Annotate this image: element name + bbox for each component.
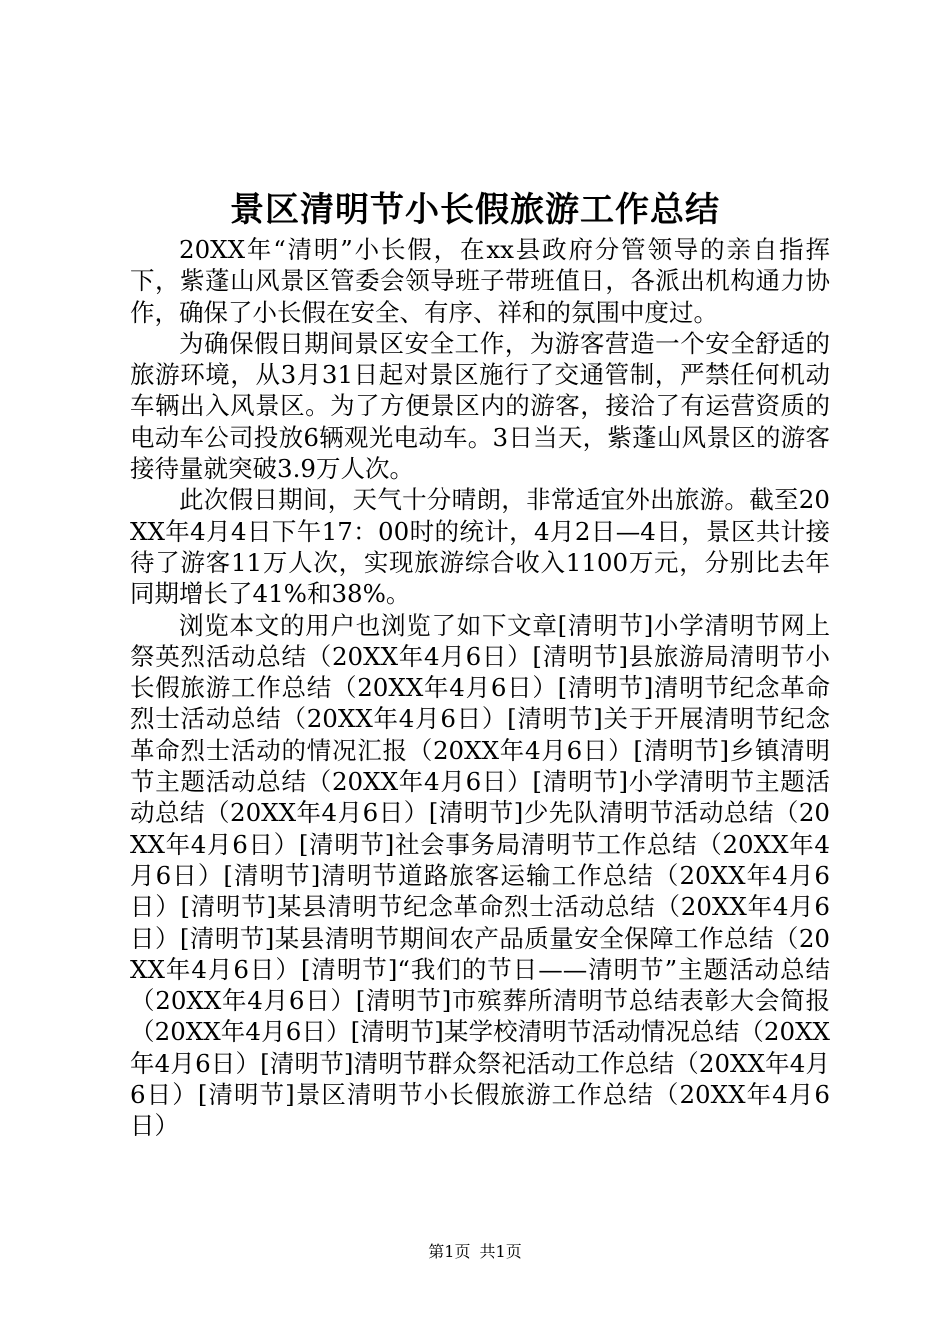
paragraph-intro: 20XX年“清明”小长假，在xx县政府分管领导的亲自指挥下，紫蓬山风景区管委会领导班子带班值日，各派出机构通力协作，确保了小长假在安全、有序、祥和的氛围中度过。 (130, 235, 830, 327)
page-number: 第1页 (428, 1242, 471, 1261)
page-total: 共1页 (479, 1242, 522, 1261)
paragraph-statistics: 此次假日期间，天气十分晴朗，非常适宜外出旅游。截至20XX年4月4日下午17：00时的统计，4月2日—4日，景区共计接待了游客11万人次，实现旅游综合收入1100万元，分别比去年同期增长了41%和38%。 (130, 485, 830, 609)
document-title: 景区清明节小长假旅游工作总结 (230, 190, 720, 230)
paragraph-related-articles: 浏览本文的用户也浏览了如下文章[清明节]小学清明节网上祭英烈活动总结（20XX年4月6日）[清明节]县旅游局清明节小长假旅游工作总结（20XX年4月6日）[清明节]清明节纪念革命烈士活动总结（20XX年4月6日）[清明节]关于开展清明节纪念革命烈士活动的情况汇报（20XX年4月6日）[清明节]乡镇清明节主题活动总结（20XX年4月6日）[清明节]小学清明节主题活动总结（20XX年4月6日）[清明节]少先队清明节活动总结（20XX年4月6日）[清明节]社会事务局清明节工作总结（20XX年4月6日）[清明节]清明节道路旅客运输工作总结（20XX年4月6日）[清明节]某县清明节纪念革命烈士活动总结（20XX年4月6日）[清明节]某县清明节期间农产品质量安全保障工作总结（20XX年4月6日）[清明节]“我们的节日——清明节”主题活动总结（20XX年4月6日）[清明节]市殡葬所清明节总结表彰大会简报（20XX年4月6日）[清明节]某学校清明节活动情况总结（20XX年4月6日）[清明节]清明节群众祭祀活动工作总结（20XX年4月6日）[清明节]景区清明节小长假旅游工作总结（20XX年4月6日） (130, 610, 830, 1141)
paragraph-safety-measures: 为确保假日期间景区安全工作，为游客营造一个安全舒适的旅游环境，从3月31日起对景区施行了交通管制，严禁任何机动车辆出入风景区。为了方便景区内的游客，接洽了有运营资质的电动车公司投放6辆观光电动车。3日当天，紫蓬山风景区的游客接待量就突破3.9万人次。 (130, 328, 830, 484)
page-footer (0, 1240, 950, 1264)
document-body (130, 234, 830, 1142)
